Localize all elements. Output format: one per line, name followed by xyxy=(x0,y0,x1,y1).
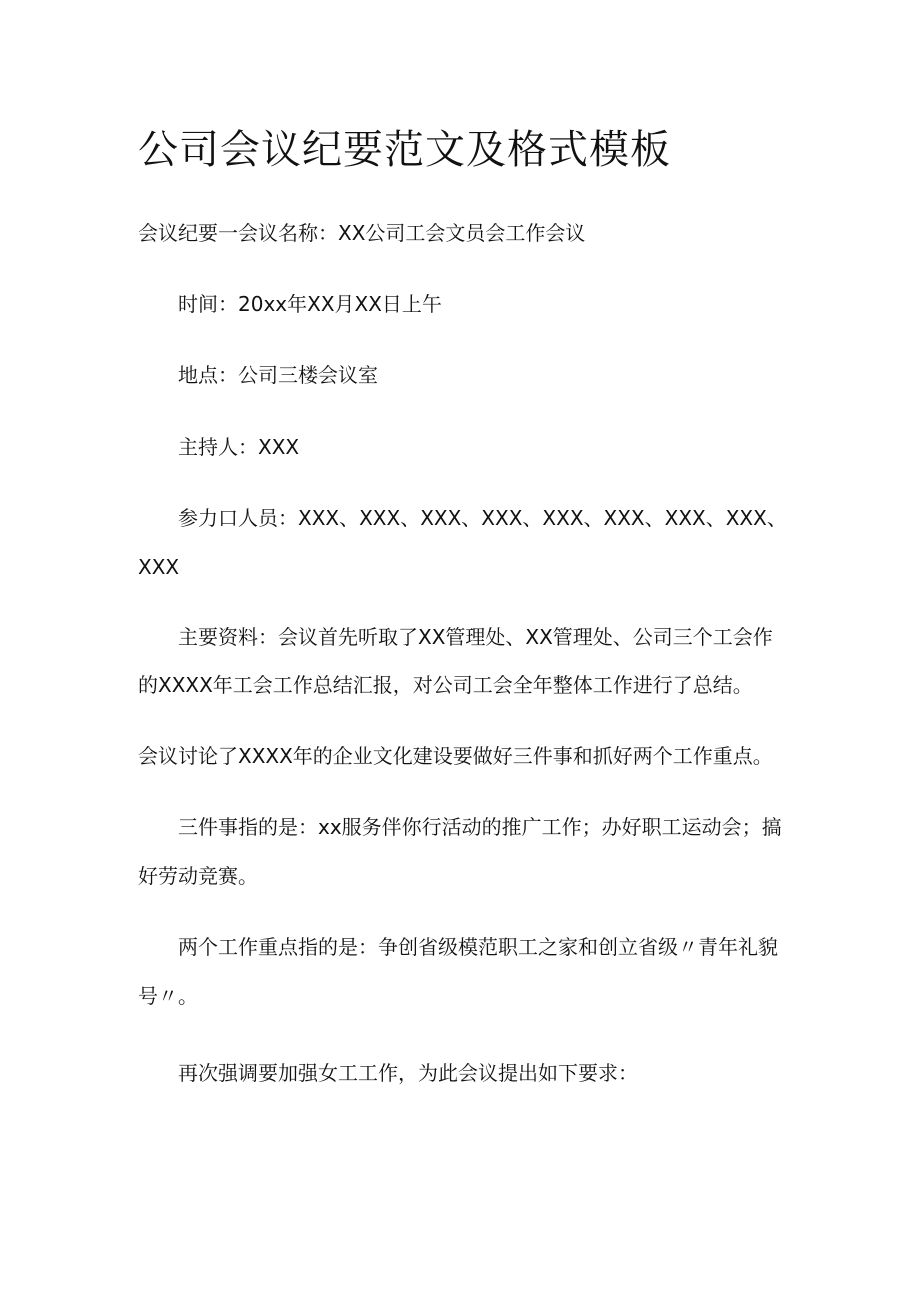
attendees-line-cont: XXX xyxy=(138,555,180,579)
three-things-line: 三件事指的是：xx服务伴你行活动的推广工作；办好职工运动会；搞 xyxy=(178,815,782,839)
meeting-name-line: 会议纪要一会议名称：XX公司工会文员会工作会议 xyxy=(138,221,586,245)
discussion-line: 会议讨论了XXXX年的企业文化建设要做好三件事和抓好两个工作重点。 xyxy=(138,744,773,768)
meeting-location-line: 地点：公司三楼会议室 xyxy=(178,363,378,387)
two-priorities-line: 两个工作重点指的是：争创省级模范职工之家和创立省级〃青年礼貌 xyxy=(178,935,778,959)
three-things-line-cont: 好劳动竞赛。 xyxy=(138,864,258,888)
attendees-line: 参力口人员：XXX、XXX、XXX、XXX、XXX、XXX、XXX、XXX、 xyxy=(178,506,787,530)
two-priorities-line-cont: 号〃。 xyxy=(138,984,198,1008)
main-content-line-cont: 的XXXX年工会工作总结汇报，对公司工会全年整体工作进行了总结。 xyxy=(138,673,753,697)
main-content-line: 主要资料：会议首先听取了XX管理处、XX管理处、公司三个工会作 xyxy=(178,625,773,649)
document-title: 公司会议纪要范文及格式模板 xyxy=(138,127,671,173)
meeting-host-line: 主持人：XXX xyxy=(178,435,300,459)
requirements-intro-line: 再次强调要加强女工工作，为此会议提出如下要求： xyxy=(178,1061,638,1085)
meeting-time-line: 时间：20xx年XX月XX日上午 xyxy=(178,292,442,316)
